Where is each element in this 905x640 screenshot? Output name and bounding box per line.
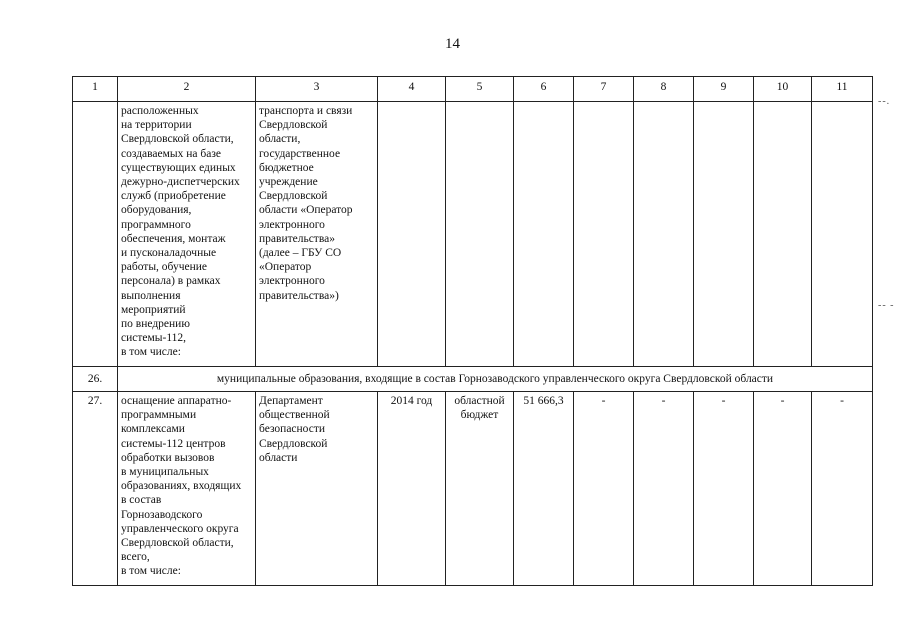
cell-empty (73, 102, 118, 367)
cell-empty (574, 102, 634, 367)
cell-year: 2014 год (378, 392, 446, 586)
header-cell-1: 1 (73, 77, 118, 102)
cell-empty (754, 102, 812, 367)
cell-executor: транспорта и связи Свердловской области, государственное бюджетное учреждение Свердловской области «Оператор электронного правительства» (далее – ГБУ СО «Оператор электронного правительства») (256, 102, 378, 367)
cell-description: оснащение аппаратно- программными комплексами системы-112 центров обработки вызовов в муниципальных образованиях, входящих в состав Горнозаводского управленческого округа Свердловской области, всего, в том числе: (118, 392, 256, 586)
cell-value: - (694, 392, 754, 586)
cell-funding-source: областной бюджет (446, 392, 514, 586)
header-cell-4: 4 (378, 77, 446, 102)
margin-mark: -- - (878, 300, 895, 311)
header-cell-9: 9 (694, 77, 754, 102)
header-cell-10: 10 (754, 77, 812, 102)
cell-empty (514, 102, 574, 367)
cell-value: - (574, 392, 634, 586)
cell-total: 51 666,3 (514, 392, 574, 586)
budget-table (72, 76, 873, 586)
page-number: 14 (445, 36, 460, 52)
table-row-continued (73, 102, 873, 367)
row-number: 26. (73, 367, 118, 392)
header-row (73, 77, 873, 102)
cell-value: - (754, 392, 812, 586)
header-cell-5: 5 (446, 77, 514, 102)
cell-empty (634, 102, 694, 367)
cell-value: - (812, 392, 873, 586)
margin-mark: --. (878, 96, 891, 107)
header-cell-7: 7 (574, 77, 634, 102)
cell-empty (812, 102, 873, 367)
cell-value: - (634, 392, 694, 586)
header-cell-8: 8 (634, 77, 694, 102)
header-cell-2: 2 (118, 77, 256, 102)
cell-empty (694, 102, 754, 367)
cell-empty (378, 102, 446, 367)
table-row-27 (73, 392, 873, 586)
cell-description: расположенных на территории Свердловской области, создаваемых на базе существующих единых дежурно-диспетчерских служб (приобретение оборудования, программного обеспечения, монтаж и пусконаладочные работы, обучение персонала) в рамках выполнения мероприятий по внедрению системы-112, в том числе: (118, 102, 256, 367)
header-cell-6: 6 (514, 77, 574, 102)
section-heading: муниципальные образования, входящие в состав Горнозаводского управленческого округа Свердловской области (118, 367, 873, 392)
row-number: 27. (73, 392, 118, 586)
cell-empty (446, 102, 514, 367)
table-row-26 (73, 367, 873, 392)
header-cell-11: 11 (812, 77, 873, 102)
cell-executor: Департамент общественной безопасности Свердловской области (256, 392, 378, 586)
header-cell-3: 3 (256, 77, 378, 102)
